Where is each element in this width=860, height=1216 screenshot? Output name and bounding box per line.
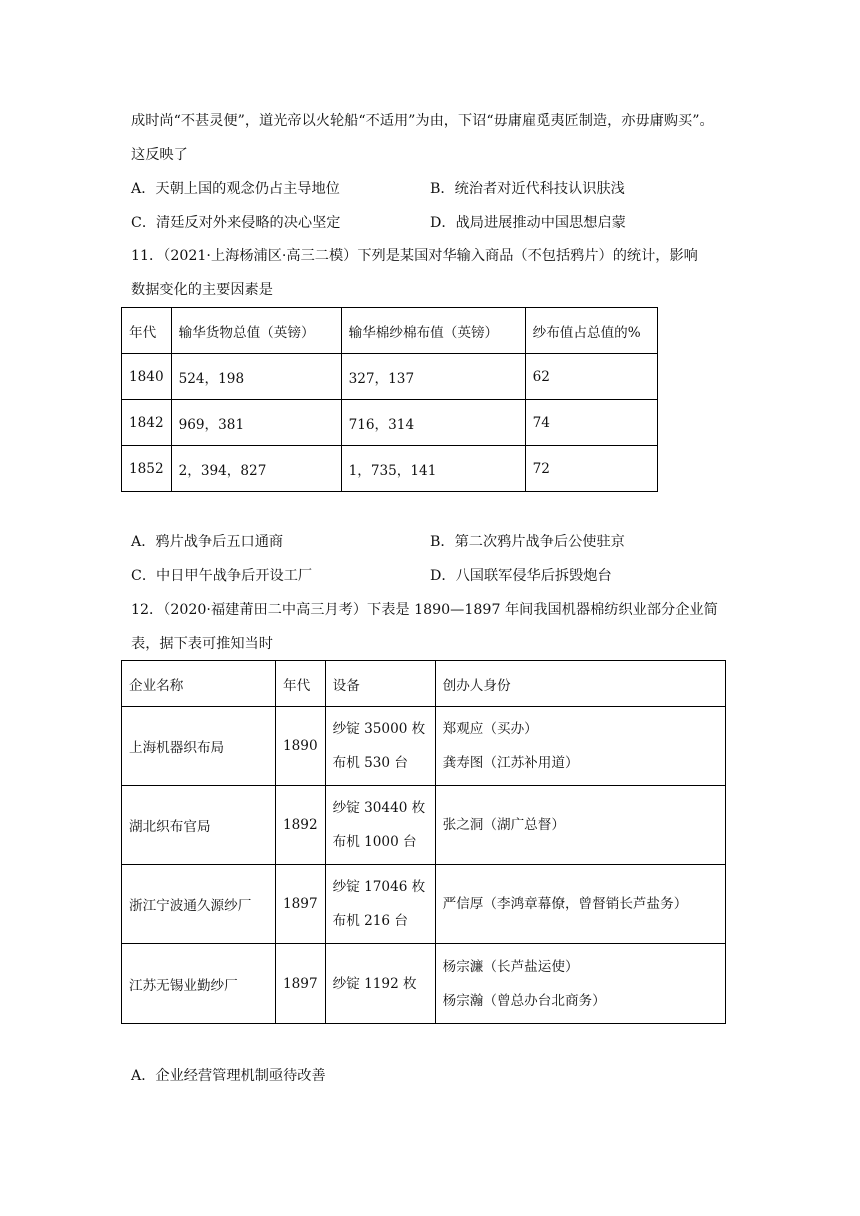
table-cell-year: 1897 <box>276 944 326 1024</box>
table-cell-equipment <box>325 865 435 944</box>
equipment-line: 纱锭 1192 枚 <box>332 975 417 992</box>
table-cell-equipment <box>325 786 435 865</box>
table-cell: 1840 <box>122 354 172 400</box>
table-cell: 1842 <box>122 400 172 446</box>
founder-line: 郑观应（买办） <box>442 721 538 737</box>
table-cell: 1，735，141 <box>341 446 525 492</box>
table-cell-company: 上海机器织布局 <box>122 707 276 786</box>
q11-option-d: D．八国联军侵华后拆毁炮台 <box>430 568 612 584</box>
table-cell-founder <box>435 944 725 1024</box>
q10-stem-line-1: 成时尚“不甚灵便”，道光帝以火轮船“不适用”为由，下诏“毋庸雇觅夷匠制造，亦毋庸购买”。 <box>131 113 714 129</box>
table-row <box>122 707 726 786</box>
table-cell: 969，381 <box>171 400 341 446</box>
q12-stem-line-2: 表，据下表可推知当时 <box>131 636 273 652</box>
table-cell-year: 1892 <box>276 786 326 865</box>
table-cell: 62 <box>525 354 657 400</box>
table-header-cell: 企业名称 <box>122 661 276 707</box>
table-row <box>122 400 658 446</box>
table-cell: 72 <box>525 446 657 492</box>
table-row <box>122 865 726 944</box>
q10-option-c: C．清廷反对外来侵略的决心坚定 <box>131 215 341 231</box>
founder-line: 杨宗濂（长芦盐运使） <box>442 958 579 975</box>
table-header-row <box>122 661 726 707</box>
table-cell-company: 江苏无锡业勤纱厂 <box>122 944 276 1024</box>
q11-option-c: C．中日甲午战争后开设工厂 <box>131 568 313 584</box>
table-cell: 2，394，827 <box>171 446 341 492</box>
table-cell-year: 1890 <box>276 707 326 786</box>
equipment-line: 纱锭 17046 枚 <box>332 879 426 895</box>
table-row <box>122 354 658 400</box>
table-cell: 716，314 <box>341 400 525 446</box>
table-cell: 74 <box>525 400 657 446</box>
table-cell-founder <box>435 865 725 944</box>
q11-stem-line-1: 11．（2021·上海杨浦区·高三二模）下列是某国对华输入商品（不包括鸦片）的统计，影响 <box>131 248 698 264</box>
q11-table <box>121 307 658 492</box>
equipment-line: 布机 530 台 <box>332 755 408 771</box>
table-header-cell: 纱布值占总值的% <box>525 308 657 354</box>
table-cell-year: 1897 <box>276 865 326 944</box>
q11-stem-line-2: 数据变化的主要因素是 <box>131 282 273 298</box>
founder-line: 严信厚（李鸿章幕僚，曾督销长芦盐务） <box>442 896 688 912</box>
table-header-cell: 年代 <box>122 308 172 354</box>
table-cell-equipment <box>325 944 435 1024</box>
table-cell-founder <box>435 707 725 786</box>
table-cell: 524，198 <box>171 354 341 400</box>
table-header-cell: 年代 <box>276 661 326 707</box>
q11-option-b: B．第二次鸦片战争后公使驻京 <box>430 534 625 550</box>
equipment-line: 纱锭 35000 枚 <box>332 721 426 737</box>
table-header-row <box>122 308 658 354</box>
q12-table <box>121 660 726 1024</box>
q12-stem-line-1: 12．（2020·福建莆田二中高三月考）下表是 1890—1897 年间我国机器棉纺织业部分企业简 <box>131 602 718 618</box>
table-header-cell: 创办人身份 <box>435 661 725 707</box>
table-row <box>122 786 726 865</box>
q10-option-b: B．统治者对近代科技认识肤浅 <box>430 181 625 197</box>
q10-option-a: A．天朝上国的观念仍占主导地位 <box>131 181 340 197</box>
q10-option-d: D．战局进展推动中国思想启蒙 <box>430 215 626 231</box>
q10-stem-line-2: 这反映了 <box>131 147 188 163</box>
founder-line: 杨宗瀚（曾总办台北商务） <box>442 992 606 1009</box>
table-cell-company: 湖北织布官局 <box>122 786 276 865</box>
table-row <box>122 446 658 492</box>
table-cell: 1852 <box>122 446 172 492</box>
table-row <box>122 944 726 1024</box>
founder-line: 龚寿图（江苏补用道） <box>442 755 579 771</box>
equipment-line: 布机 1000 台 <box>332 834 417 850</box>
table-cell-founder <box>435 786 725 865</box>
table-header-cell: 输华货物总值（英镑） <box>171 308 341 354</box>
table-header-cell: 输华棉纱棉布值（英镑） <box>341 308 525 354</box>
q11-option-a: A．鸦片战争后五口通商 <box>131 534 284 550</box>
equipment-line: 纱锭 30440 枚 <box>332 800 426 816</box>
founder-line: 张之洞（湖广总督） <box>442 817 565 833</box>
table-header-cell: 设备 <box>325 661 435 707</box>
table-cell: 327，137 <box>341 354 525 400</box>
q12-option-a: A．企业经营管理机制亟待改善 <box>131 1068 326 1084</box>
table-cell-equipment <box>325 707 435 786</box>
equipment-line: 布机 216 台 <box>332 913 408 929</box>
table-cell-company: 浙江宁波通久源纱厂 <box>122 865 276 944</box>
